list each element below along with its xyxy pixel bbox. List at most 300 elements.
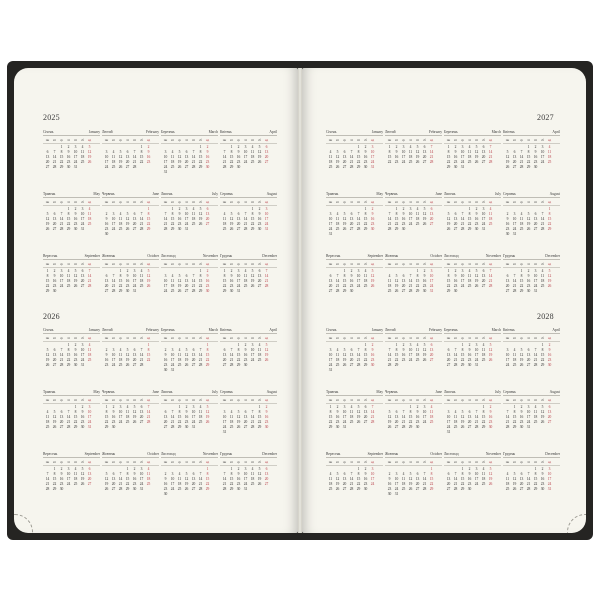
day-number: 15 bbox=[125, 477, 130, 481]
weekday-label: пт bbox=[356, 262, 361, 266]
weekday-label: нд bbox=[370, 262, 375, 266]
day-number: 23 bbox=[184, 420, 189, 424]
day-number: 23 bbox=[104, 363, 109, 367]
month-july bbox=[161, 389, 218, 449]
day-number: 13 bbox=[52, 217, 57, 221]
day-number: 15 bbox=[229, 477, 234, 481]
day-number: 26 bbox=[45, 363, 50, 367]
month-header bbox=[385, 253, 442, 260]
day-number: 15 bbox=[547, 217, 552, 221]
month-header bbox=[220, 129, 277, 136]
day-number: 29 bbox=[205, 363, 210, 367]
day-number: 3 bbox=[265, 207, 268, 211]
weekday-label: вт bbox=[171, 336, 174, 340]
day-number: 27 bbox=[342, 487, 347, 491]
day-number: 9 bbox=[164, 353, 167, 357]
weekday-label: чт bbox=[185, 138, 188, 142]
day-number: 27 bbox=[342, 165, 347, 169]
month-header bbox=[161, 191, 218, 198]
weekday-label: пт bbox=[415, 398, 420, 402]
day-number: 12 bbox=[474, 150, 479, 154]
weekday-label: пт bbox=[191, 138, 196, 142]
day-number: 25 bbox=[335, 363, 340, 367]
day-number: 23 bbox=[415, 420, 420, 424]
day-number: 31 bbox=[446, 430, 451, 434]
day-number: 7 bbox=[357, 348, 360, 352]
day-number: 28 bbox=[526, 487, 531, 491]
day-number: 28 bbox=[349, 487, 354, 491]
weekday-label: сб bbox=[139, 138, 144, 142]
day-number: 25 bbox=[335, 227, 340, 231]
day-number: 30 bbox=[236, 487, 241, 491]
day-number: 8 bbox=[60, 150, 63, 154]
day-number: 19 bbox=[394, 284, 399, 288]
day-number: 26 bbox=[387, 425, 392, 429]
day-number: 28 bbox=[488, 160, 493, 164]
month-april bbox=[220, 129, 277, 189]
day-number: 9 bbox=[371, 348, 374, 352]
day-number: 1 bbox=[461, 343, 464, 347]
day-number: 1 bbox=[74, 405, 77, 409]
day-number: 27 bbox=[104, 289, 109, 293]
day-number: 12 bbox=[250, 274, 255, 278]
month-header bbox=[503, 451, 560, 458]
day-number: 12 bbox=[118, 155, 123, 159]
day-number: 30 bbox=[474, 227, 479, 231]
day-number: 27 bbox=[446, 363, 451, 367]
day-number: 25 bbox=[415, 358, 420, 362]
day-number: 10 bbox=[73, 150, 78, 154]
day-number: 15 bbox=[170, 217, 175, 221]
weekday-label: чт bbox=[350, 138, 353, 142]
day-number: 2 bbox=[230, 269, 233, 273]
day-number: 15 bbox=[328, 415, 333, 419]
weekday-label: чт bbox=[409, 398, 412, 402]
weekday-label: вт bbox=[395, 200, 398, 204]
day-number: 10 bbox=[243, 472, 248, 476]
day-number: 30 bbox=[236, 165, 241, 169]
weekday-row bbox=[220, 199, 277, 206]
day-number: 29 bbox=[66, 227, 71, 231]
day-number: 25 bbox=[222, 227, 227, 231]
weekday-label: пн bbox=[104, 262, 109, 266]
weekday-label: чт bbox=[67, 262, 70, 266]
day-number: 2 bbox=[164, 472, 167, 476]
day-number: 2 bbox=[185, 405, 188, 409]
month-name-en: October bbox=[430, 254, 442, 258]
day-number: 13 bbox=[191, 477, 196, 481]
day-number: 7 bbox=[112, 274, 115, 278]
day-number: 6 bbox=[350, 212, 353, 216]
weekday-row bbox=[102, 199, 159, 206]
day-number: 23 bbox=[236, 160, 241, 164]
day-number: 5 bbox=[447, 212, 450, 216]
weekday-label: сб bbox=[139, 336, 144, 340]
day-number: 4 bbox=[178, 472, 181, 476]
day-number: 2 bbox=[489, 405, 492, 409]
month-name-en: June bbox=[152, 192, 159, 196]
day-number: 18 bbox=[146, 477, 151, 481]
month-header bbox=[326, 327, 383, 334]
day-number: 3 bbox=[88, 405, 91, 409]
day-number: 5 bbox=[178, 150, 181, 154]
day-number: 2 bbox=[147, 145, 150, 149]
day-number: 28 bbox=[243, 227, 248, 231]
day-number: 8 bbox=[147, 212, 150, 216]
day-number: 28 bbox=[408, 289, 413, 293]
day-number: 24 bbox=[132, 284, 137, 288]
day-number: 10 bbox=[236, 274, 241, 278]
day-number: 2 bbox=[475, 207, 478, 211]
day-number: 20 bbox=[512, 160, 517, 164]
month-name-ua: Жовтень bbox=[385, 452, 399, 456]
month-name-en: July bbox=[495, 192, 501, 196]
month-name-en: November bbox=[485, 452, 501, 456]
month-name-en: May bbox=[93, 192, 100, 196]
day-number: 22 bbox=[73, 420, 78, 424]
month-january bbox=[326, 327, 383, 387]
month-name-en: May bbox=[93, 390, 100, 394]
day-number: 29 bbox=[363, 363, 368, 367]
day-number: 16 bbox=[236, 477, 241, 481]
day-number: 4 bbox=[482, 467, 485, 471]
month-november bbox=[161, 253, 218, 313]
month-name-ua: Листопад bbox=[161, 254, 176, 258]
day-number: 29 bbox=[356, 165, 361, 169]
day-number: 30 bbox=[370, 363, 375, 367]
month-april bbox=[503, 327, 560, 387]
day-number: 21 bbox=[191, 160, 196, 164]
day-number: 4 bbox=[147, 467, 150, 471]
day-number: 8 bbox=[147, 348, 150, 352]
weekday-label: пн bbox=[104, 200, 109, 204]
day-number: 2 bbox=[364, 145, 367, 149]
weekday-label: пт bbox=[474, 336, 479, 340]
month-name-en: December bbox=[545, 452, 560, 456]
day-number: 7 bbox=[461, 212, 464, 216]
day-number: 4 bbox=[126, 405, 129, 409]
day-number: 25 bbox=[118, 363, 123, 367]
day-number: 25 bbox=[177, 487, 182, 491]
weekday-label: вт bbox=[171, 262, 174, 266]
weekday-label: нд bbox=[547, 336, 552, 340]
day-number: 6 bbox=[185, 274, 188, 278]
day-number: 7 bbox=[164, 212, 167, 216]
book-gutter bbox=[298, 68, 302, 533]
day-number: 4 bbox=[258, 343, 261, 347]
day-number: 17 bbox=[474, 477, 479, 481]
weekday-label: чт bbox=[527, 336, 530, 340]
day-number: 5 bbox=[527, 212, 530, 216]
day-number: 1 bbox=[230, 145, 233, 149]
day-number: 29 bbox=[73, 425, 78, 429]
day-number: 29 bbox=[205, 487, 210, 491]
day-number: 1 bbox=[395, 343, 398, 347]
day-number: 17 bbox=[66, 477, 71, 481]
day-number: 12 bbox=[342, 353, 347, 357]
weekday-label: сб bbox=[198, 138, 203, 142]
day-number: 19 bbox=[519, 358, 524, 362]
day-number: 7 bbox=[541, 212, 544, 216]
weekday-label: вт bbox=[336, 460, 339, 464]
day-number: 5 bbox=[395, 274, 398, 278]
day-number: 12 bbox=[104, 477, 109, 481]
day-number: 18 bbox=[250, 155, 255, 159]
day-number: 24 bbox=[87, 420, 92, 424]
day-number: 11 bbox=[505, 477, 510, 481]
day-number: 5 bbox=[409, 472, 412, 476]
day-number: 18 bbox=[250, 477, 255, 481]
day-number: 10 bbox=[163, 155, 168, 159]
day-number: 1 bbox=[447, 269, 450, 273]
weekday-label: вт bbox=[336, 200, 339, 204]
day-number: 29 bbox=[526, 165, 531, 169]
day-number: 24 bbox=[460, 284, 465, 288]
day-number: 30 bbox=[52, 289, 57, 293]
day-number: 25 bbox=[453, 425, 458, 429]
year-title-2026: 2026 bbox=[43, 312, 60, 321]
day-number: 27 bbox=[184, 289, 189, 293]
day-number: 10 bbox=[342, 410, 347, 414]
day-number: 3 bbox=[423, 405, 426, 409]
weekday-row bbox=[161, 261, 218, 268]
day-number: 19 bbox=[184, 482, 189, 486]
day-number: 27 bbox=[191, 487, 196, 491]
weekday-label: пн bbox=[222, 138, 227, 142]
day-number: 29 bbox=[460, 487, 465, 491]
day-number: 10 bbox=[132, 274, 137, 278]
day-number: 10 bbox=[540, 150, 545, 154]
day-number: 30 bbox=[467, 363, 472, 367]
day-number: 30 bbox=[59, 487, 64, 491]
day-number: 13 bbox=[481, 274, 486, 278]
day-number: 14 bbox=[87, 274, 92, 278]
day-number: 11 bbox=[467, 150, 472, 154]
day-number: 16 bbox=[363, 477, 368, 481]
weekday-label: пт bbox=[356, 336, 361, 340]
day-number: 10 bbox=[512, 217, 517, 221]
day-number: 28 bbox=[118, 487, 123, 491]
weekday-label: сб bbox=[80, 460, 85, 464]
weekday-label: чт bbox=[527, 138, 530, 142]
day-number: 17 bbox=[59, 279, 64, 283]
weekday-label: чт bbox=[409, 200, 412, 204]
day-number: 1 bbox=[541, 343, 544, 347]
day-number: 26 bbox=[132, 420, 137, 424]
weekday-label: ср bbox=[519, 262, 523, 266]
month-header bbox=[220, 191, 277, 198]
day-number: 30 bbox=[243, 363, 248, 367]
day-number: 1 bbox=[53, 467, 56, 471]
weekday-label: ср bbox=[118, 460, 122, 464]
day-number: 5 bbox=[185, 348, 188, 352]
month-name-ua: Грудень bbox=[220, 452, 233, 456]
month-name-en: September bbox=[84, 254, 100, 258]
day-number: 9 bbox=[506, 217, 509, 221]
day-number: 2 bbox=[206, 269, 209, 273]
day-number: 4 bbox=[192, 207, 195, 211]
day-number: 31 bbox=[80, 227, 85, 231]
day-number: 29 bbox=[177, 425, 182, 429]
day-number: 29 bbox=[125, 487, 130, 491]
weekday-label: чт bbox=[527, 200, 530, 204]
day-number: 22 bbox=[429, 482, 434, 486]
day-number: 27 bbox=[45, 165, 50, 169]
day-number: 15 bbox=[59, 155, 64, 159]
day-number: 23 bbox=[205, 284, 210, 288]
day-number: 6 bbox=[126, 150, 129, 154]
day-number: 18 bbox=[45, 420, 50, 424]
day-number: 13 bbox=[139, 410, 144, 414]
weekday-label: ср bbox=[118, 262, 122, 266]
day-number: 15 bbox=[363, 217, 368, 221]
day-number: 27 bbox=[139, 420, 144, 424]
day-number: 14 bbox=[52, 155, 57, 159]
weekday-label: чт bbox=[67, 138, 70, 142]
day-number: 3 bbox=[192, 405, 195, 409]
day-number: 20 bbox=[59, 420, 64, 424]
day-number: 22 bbox=[446, 160, 451, 164]
weekday-label: нд bbox=[264, 138, 269, 142]
month-september bbox=[43, 451, 100, 511]
day-number: 11 bbox=[519, 217, 524, 221]
day-number: 30 bbox=[370, 227, 375, 231]
day-number: 20 bbox=[342, 160, 347, 164]
day-number: 7 bbox=[199, 472, 202, 476]
day-number: 31 bbox=[264, 227, 269, 231]
day-number: 18 bbox=[533, 415, 538, 419]
day-number: 6 bbox=[265, 145, 268, 149]
day-number: 14 bbox=[139, 217, 144, 221]
day-number: 11 bbox=[177, 353, 182, 357]
day-number: 29 bbox=[229, 165, 234, 169]
day-number: 29 bbox=[356, 487, 361, 491]
day-number: 2 bbox=[388, 472, 391, 476]
day-number: 4 bbox=[140, 269, 143, 273]
day-number: 17 bbox=[264, 217, 269, 221]
day-number: 26 bbox=[519, 363, 524, 367]
day-number: 22 bbox=[467, 222, 472, 226]
day-number: 16 bbox=[370, 353, 375, 357]
day-number: 17 bbox=[512, 222, 517, 226]
day-number: 25 bbox=[170, 289, 175, 293]
month-december bbox=[220, 253, 277, 313]
day-number: 28 bbox=[264, 284, 269, 288]
day-number: 12 bbox=[45, 217, 50, 221]
day-number: 22 bbox=[66, 358, 71, 362]
day-number: 10 bbox=[111, 353, 116, 357]
weekday-label: пн bbox=[387, 398, 392, 402]
day-number: 30 bbox=[80, 425, 85, 429]
day-number: 15 bbox=[118, 279, 123, 283]
weekday-label: пн bbox=[505, 200, 510, 204]
day-number: 19 bbox=[132, 415, 137, 419]
day-number: 17 bbox=[111, 358, 116, 362]
weekday-row bbox=[220, 261, 277, 268]
day-number: 4 bbox=[329, 150, 332, 154]
weekday-row bbox=[503, 199, 560, 206]
day-number: 5 bbox=[53, 410, 56, 414]
day-number: 11 bbox=[139, 274, 144, 278]
day-number: 1 bbox=[199, 269, 202, 273]
weekday-row bbox=[385, 199, 442, 206]
day-number: 17 bbox=[87, 415, 92, 419]
day-number: 10 bbox=[401, 150, 406, 154]
weekday-label: ср bbox=[401, 460, 405, 464]
day-number: 24 bbox=[170, 487, 175, 491]
month-march bbox=[444, 327, 501, 387]
day-number: 12 bbox=[474, 274, 479, 278]
day-number: 23 bbox=[401, 222, 406, 226]
day-number: 14 bbox=[540, 217, 545, 221]
day-number: 21 bbox=[356, 358, 361, 362]
month-october bbox=[102, 253, 159, 313]
day-number: 31 bbox=[87, 425, 92, 429]
day-number: 24 bbox=[328, 227, 333, 231]
day-number: 20 bbox=[163, 420, 168, 424]
day-number: 27 bbox=[191, 363, 196, 367]
day-number: 28 bbox=[222, 165, 227, 169]
month-name-en: September bbox=[367, 452, 383, 456]
weekday-label: пт bbox=[191, 336, 196, 340]
day-number: 4 bbox=[67, 269, 70, 273]
weekday-label: пт bbox=[132, 200, 137, 204]
day-number: 21 bbox=[488, 279, 493, 283]
weekday-label: чт bbox=[126, 200, 129, 204]
day-number: 15 bbox=[540, 353, 545, 357]
day-number: 1 bbox=[178, 405, 181, 409]
day-number: 3 bbox=[343, 405, 346, 409]
day-number: 17 bbox=[118, 415, 123, 419]
day-number: 24 bbox=[66, 482, 71, 486]
day-number: 4 bbox=[223, 212, 226, 216]
day-number: 26 bbox=[229, 227, 234, 231]
weekday-label: пн bbox=[387, 460, 392, 464]
weekday-label: пт bbox=[415, 460, 420, 464]
day-number: 15 bbox=[415, 279, 420, 283]
day-number: 29 bbox=[66, 363, 71, 367]
day-number: 22 bbox=[222, 284, 227, 288]
day-number: 4 bbox=[350, 405, 353, 409]
day-number: 22 bbox=[229, 160, 234, 164]
weekday-label: сб bbox=[198, 262, 203, 266]
day-number: 9 bbox=[147, 150, 150, 154]
day-number: 22 bbox=[59, 160, 64, 164]
day-number: 9 bbox=[336, 410, 339, 414]
day-number: 16 bbox=[474, 217, 479, 221]
day-number: 28 bbox=[453, 363, 458, 367]
day-number: 13 bbox=[111, 477, 116, 481]
weekday-label: сб bbox=[139, 262, 144, 266]
day-number: 26 bbox=[257, 482, 262, 486]
day-number: 28 bbox=[198, 487, 203, 491]
day-number: 22 bbox=[45, 284, 50, 288]
day-number: 8 bbox=[447, 274, 450, 278]
weekday-label: пн bbox=[505, 336, 510, 340]
month-name-en: September bbox=[84, 452, 100, 456]
month-name-ua: Травень bbox=[43, 390, 56, 394]
month-name-ua: Січень bbox=[43, 328, 54, 332]
day-number: 14 bbox=[250, 415, 255, 419]
weekday-label: вт bbox=[454, 138, 457, 142]
month-march bbox=[161, 129, 218, 189]
day-number: 2 bbox=[81, 405, 84, 409]
day-number: 15 bbox=[139, 155, 144, 159]
day-number: 30 bbox=[335, 425, 340, 429]
day-number: 9 bbox=[206, 274, 209, 278]
day-number: 1 bbox=[171, 207, 174, 211]
day-number: 5 bbox=[489, 467, 492, 471]
